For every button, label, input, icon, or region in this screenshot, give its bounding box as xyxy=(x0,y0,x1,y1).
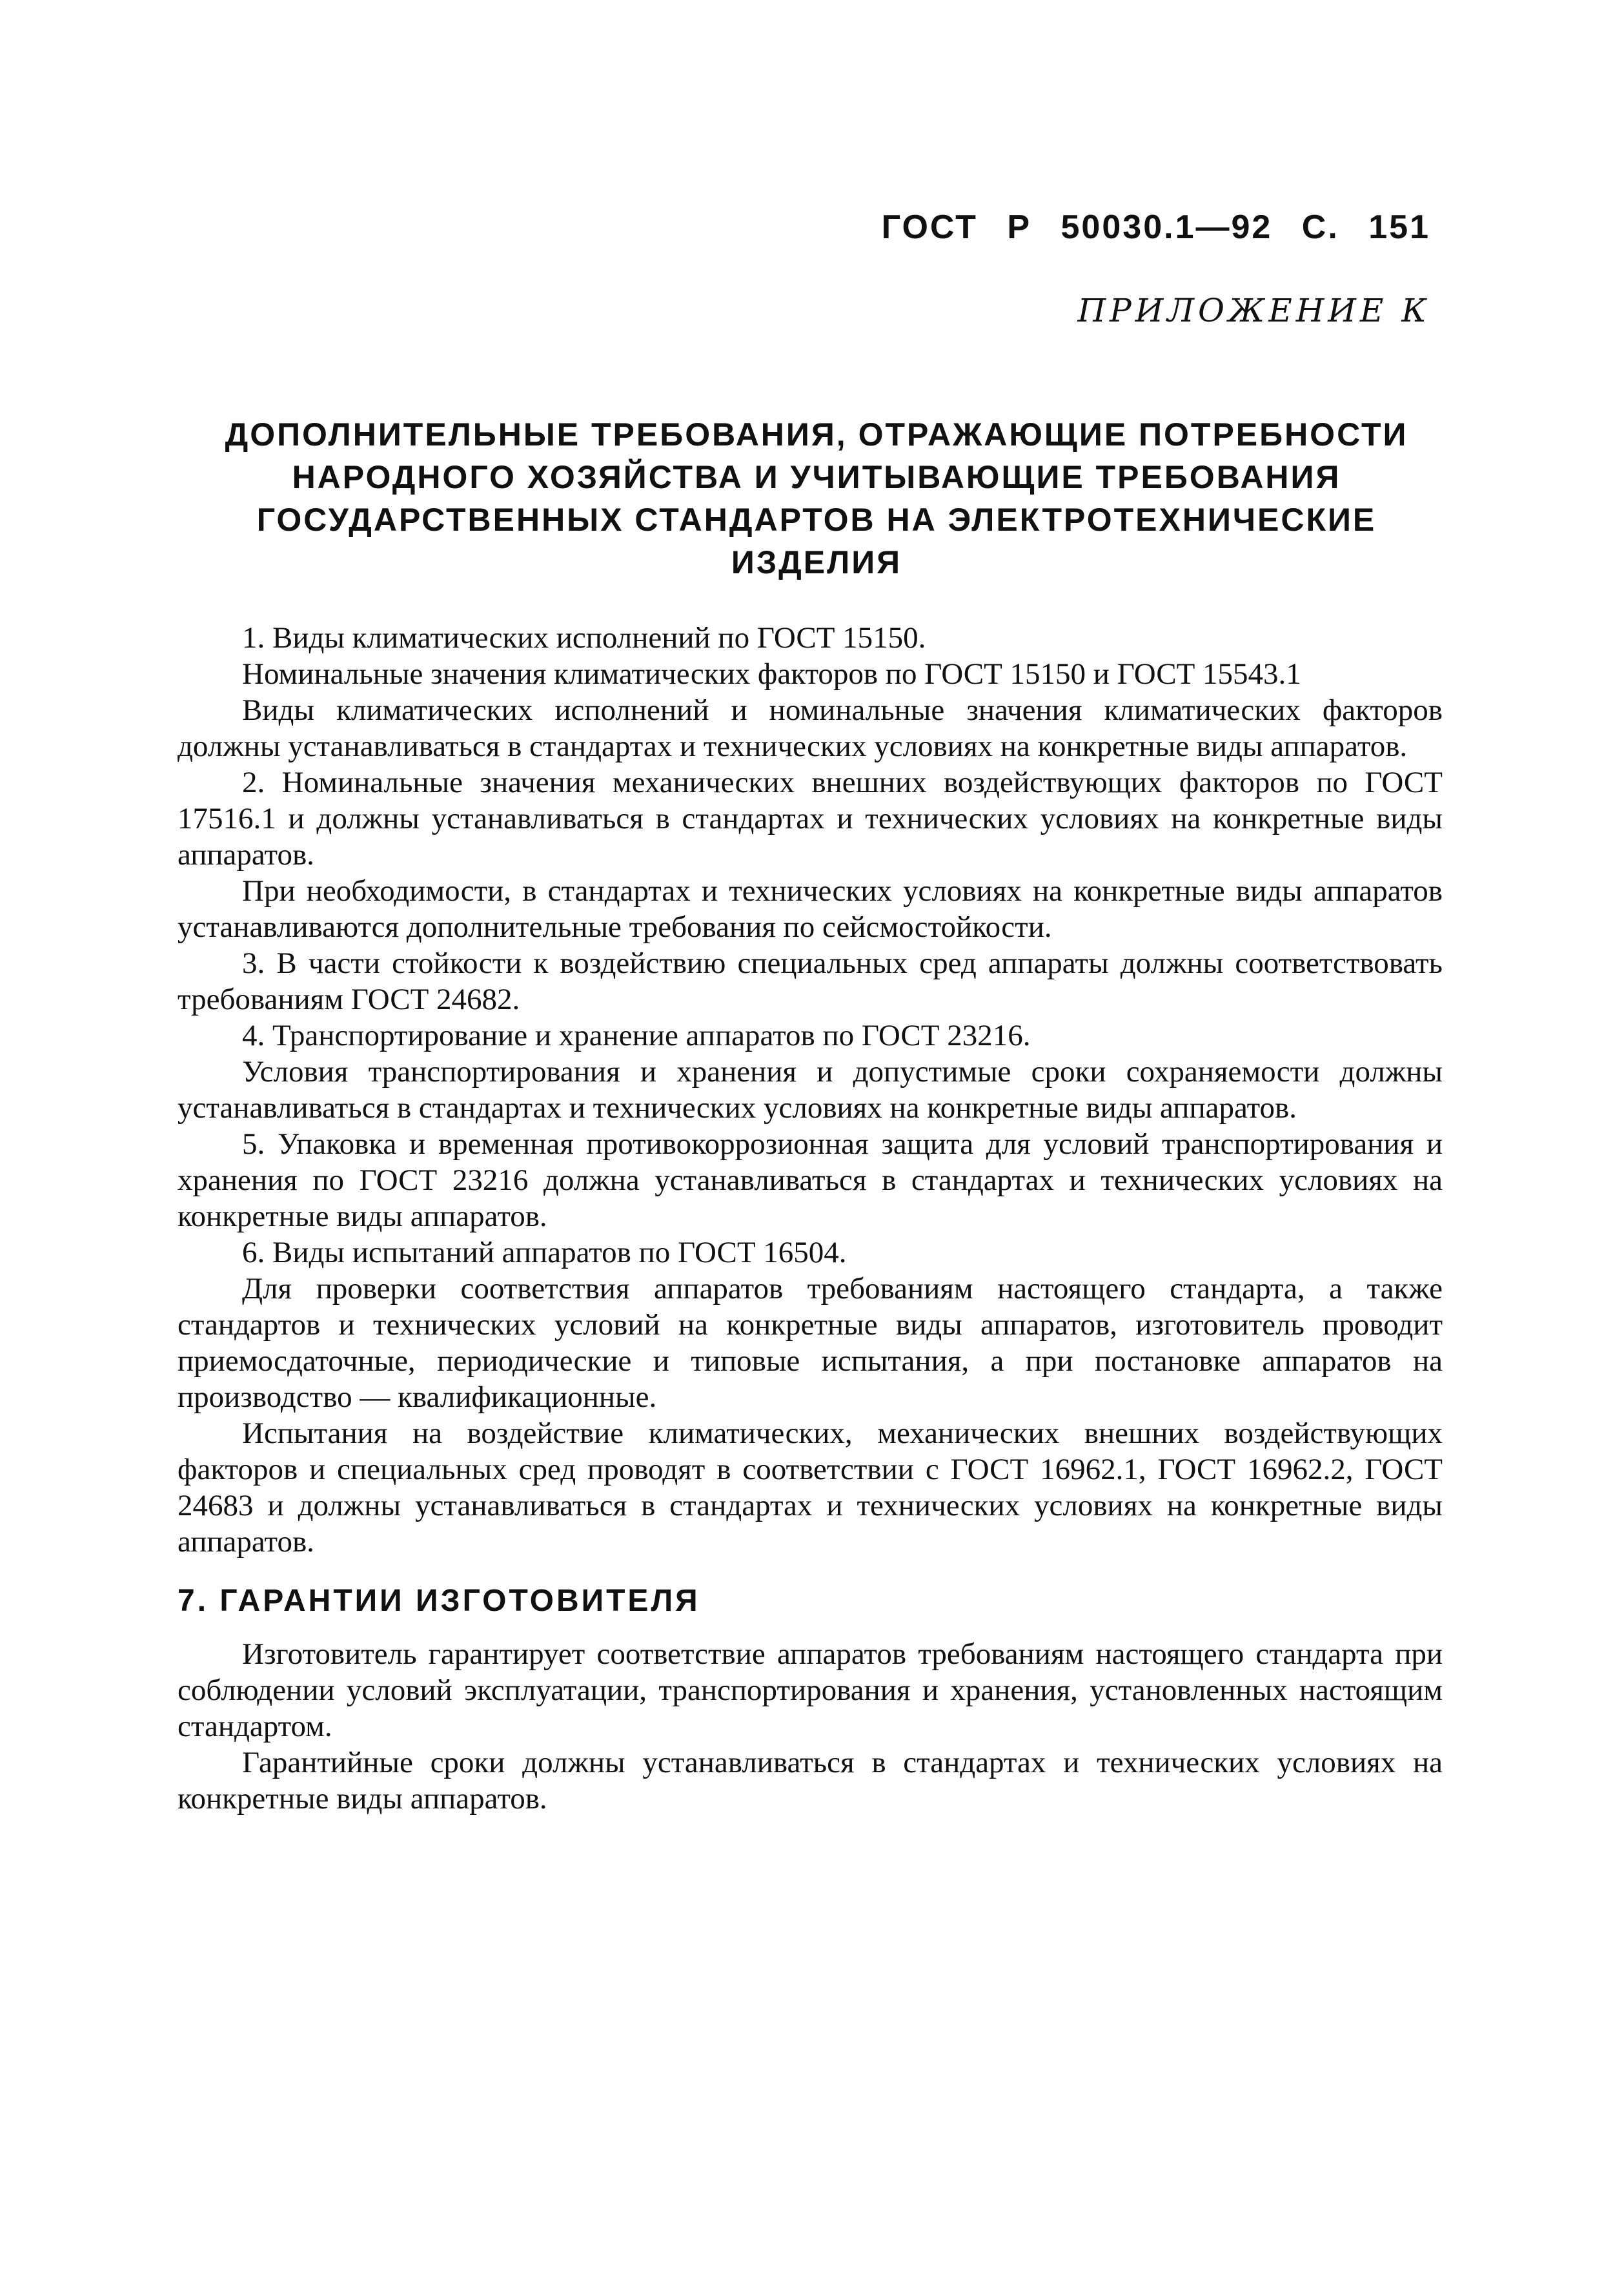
paragraph: При необходимости, в стандартах и технических условиях на конкретные виды аппаратов устанавливаются дополнительные требования по сейсмостойкости. xyxy=(178,874,1443,944)
appendix-title: ДОПОЛНИТЕЛЬНЫЕ ТРЕБОВАНИЯ, ОТРАЖАЮЩИЕ ПОТРЕБНОСТИ НАРОДНОГО ХОЗЯЙСТВА И УЧИТЫВАЮЩИЕ ТРЕБОВАНИЯ ГОСУДАРСТВЕННЫХ СТАНДАРТОВ НА ЭЛЕКТРОТЕХНИЧЕСКИЕ ИЗДЕЛИЯ xyxy=(225,416,1408,580)
paragraph: Номинальные значения климатических факторов по ГОСТ 15150 и ГОСТ 15543.1 xyxy=(242,657,1301,691)
paragraph: 5. Упаковка и временная противокоррозионная защита для условий транспортирования и хранения по ГОСТ 23216 должна устанавливаться в стандартах и технических условиях на конкретные виды аппаратов. xyxy=(178,1127,1443,1233)
paragraph: 4. Транспортирование и хранение аппаратов по ГОСТ 23216. xyxy=(242,1019,1031,1052)
paragraph: Испытания на воздействие климатических, механических внешних воздействующих факторов и специальных сред проводят в соответствии с ГОСТ 16962.1, ГОСТ 16962.2, ГОСТ 24683 и должны устанавливаться в стандартах и технических условиях на конкретные виды аппаратов. xyxy=(178,1417,1443,1559)
section-heading: 7. ГАРАНТИИ ИЗГОТОВИТЕЛЯ xyxy=(178,1584,700,1618)
paragraph: Изготовитель гарантирует соответствие аппаратов требованиям настоящего стандарта при соблюдении условий эксплуатации, транспортирования и хранения, установленных настоящим стандартом. xyxy=(178,1637,1443,1743)
paragraph: Условия транспортирования и хранения и допустимые сроки сохраняемости должны устанавливаться в стандартах и технических условиях на конкретные виды аппаратов. xyxy=(178,1055,1443,1125)
page-header xyxy=(882,208,1430,247)
header-standard: ГОСТ xyxy=(881,209,978,246)
appendix-label: ПРИЛОЖЕНИЕ К xyxy=(1077,292,1430,329)
header-page-number: 151 xyxy=(1368,209,1430,246)
paragraph: Для проверки соответствия аппаратов требованиям настоящего стандарта, а также стандартов и технических условий на конкретные виды аппаратов, изготовитель проводит приемосдаточные, периодические и типовые испытания, а при постановке аппаратов на производство — квалификационные. xyxy=(178,1272,1443,1414)
paragraph: 3. В части стойкости к воздействию специальных сред аппараты должны соответствовать требованиям ГОСТ 24682. xyxy=(178,946,1443,1016)
paragraph: 2. Номинальные значения механических внешних воздействующих факторов по ГОСТ 17516.1 и должны устанавливаться в стандартах и технических условиях на конкретные виды аппаратов. xyxy=(178,766,1443,872)
paragraph: Гарантийные сроки должны устанавливаться в стандартах и технических условиях на конкретные виды аппаратов. xyxy=(178,1746,1443,1816)
header-number: 50030.1—92 xyxy=(1061,209,1273,246)
paragraph: 1. Виды климатических исполнений по ГОСТ 15150. xyxy=(242,621,926,655)
paragraph: 6. Виды испытаний аппаратов по ГОСТ 16504. xyxy=(242,1236,847,1269)
paragraph: Виды климатических исполнений и номинальные значения климатических факторов должны устанавливаться в стандартах и технических условиях на конкретные виды аппаратов. xyxy=(178,693,1443,763)
document-body xyxy=(178,620,1443,1817)
header-page-prefix: С. xyxy=(1301,209,1339,246)
header-letter: Р xyxy=(1007,209,1032,246)
